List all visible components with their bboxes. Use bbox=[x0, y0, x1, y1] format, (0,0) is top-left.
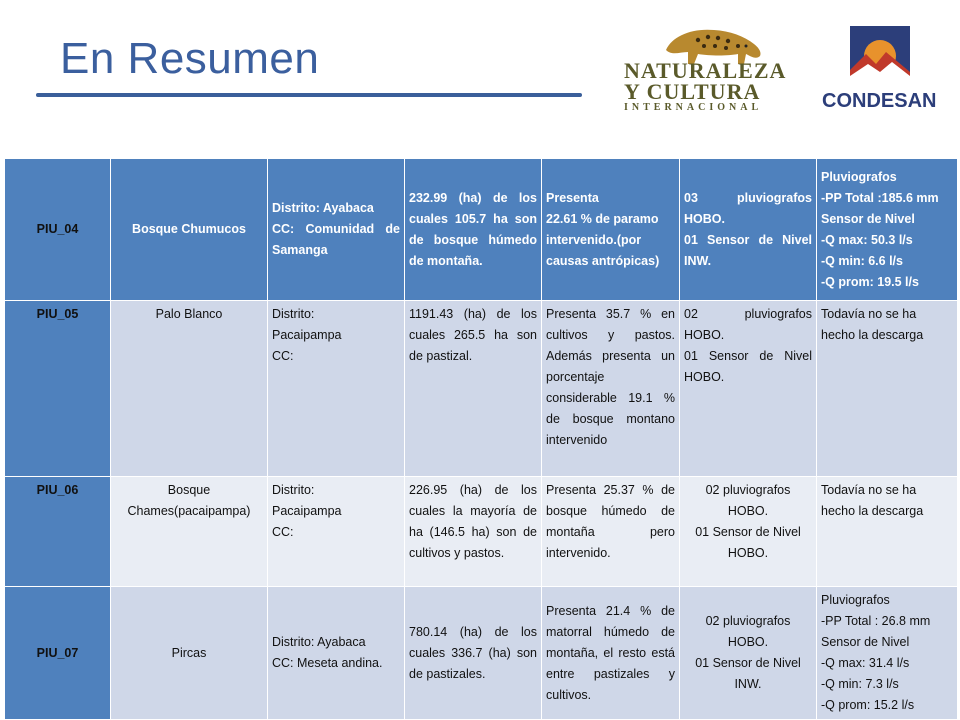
station-name: Bosque Chames(pacaipampa) bbox=[111, 477, 268, 587]
naturaleza-cultura-logo: NATURALEZA Y CULTURA INTERNACIONAL bbox=[618, 16, 788, 111]
station-data: Pluviografos -PP Total :185.6 mm Sensor de Nivel -Q max: 50.3 l/s -Q min: 6.6 l/s -Q prom: 19.5 l/s bbox=[817, 159, 958, 301]
station-area: 232.99 (ha) de los cuales 105.7 ha son de bosque húmedo de montaña. bbox=[405, 159, 542, 301]
station-equipment: 02 pluviografos HOBO. 01 Sensor de Nivel HOBO. bbox=[680, 477, 817, 587]
title-underline bbox=[36, 93, 582, 97]
station-location: Distrito: Pacaipampa CC: bbox=[268, 477, 405, 587]
station-equipment: 02 pluviografos HOBO. 01 Sensor de Nivel HOBO. bbox=[680, 301, 817, 477]
station-data: Todavía no se ha hecho la descarga bbox=[817, 301, 958, 477]
station-data: Todavía no se ha hecho la descarga bbox=[817, 477, 958, 587]
station-area: 1191.43 (ha) de los cuales 265.5 ha son de pastizal. bbox=[405, 301, 542, 477]
station-area: 780.14 (ha) de los cuales 336.7 (ha) son de pastizales. bbox=[405, 587, 542, 720]
station-code: PIU_04 bbox=[5, 159, 111, 301]
station-code: PIU_06 bbox=[5, 477, 111, 587]
table-row bbox=[5, 301, 958, 477]
page-title: En Resumen bbox=[60, 34, 320, 83]
station-equipment: 02 pluviografos HOBO. 01 Sensor de Nivel INW. bbox=[680, 587, 817, 720]
table-row bbox=[5, 587, 958, 720]
station-state: Presenta 22.61 % de paramo intervenido.(por causas antrópicas) bbox=[542, 159, 680, 301]
station-location: Distrito: Pacaipampa CC: bbox=[268, 301, 405, 477]
station-name: Pircas bbox=[111, 587, 268, 720]
table-row bbox=[5, 159, 958, 301]
station-area: 226.95 (ha) de los cuales la mayoría de ha (146.5 ha) son de cultivos y pastos. bbox=[405, 477, 542, 587]
station-code: PIU_07 bbox=[5, 587, 111, 720]
station-state: Presenta 25.37 % de bosque húmedo de montaña pero intervenido. bbox=[542, 477, 680, 587]
mountain-sun-icon bbox=[850, 26, 910, 84]
summary-table bbox=[4, 158, 958, 720]
station-equipment: 03 pluviografos HOBO. 01 Sensor de Nivel INW. bbox=[680, 159, 817, 301]
station-name: Bosque Chumucos bbox=[111, 159, 268, 301]
station-state: Presenta 21.4 % de matorral húmedo de montaña, el resto está entre pastizales y cultivos. bbox=[542, 587, 680, 720]
condesan-logo: CONDESAN bbox=[818, 26, 948, 118]
station-location: Distrito: Ayabaca CC: Comunidad de Samanga bbox=[268, 159, 405, 301]
station-code: PIU_05 bbox=[5, 301, 111, 477]
table-row bbox=[5, 477, 958, 587]
station-name: Palo Blanco bbox=[111, 301, 268, 477]
station-state: Presenta 35.7 % en cultivos y pastos. Además presenta un porcentaje considerable 19.1 % de bosque montano intervenido bbox=[542, 301, 680, 477]
station-data: Pluviografos -PP Total : 26.8 mm Sensor de Nivel -Q max: 31.4 l/s -Q min: 7.3 l/s -Q prom: 15.2 l/s bbox=[817, 587, 958, 720]
station-location: Distrito: Ayabaca CC: Meseta andina. bbox=[268, 587, 405, 720]
